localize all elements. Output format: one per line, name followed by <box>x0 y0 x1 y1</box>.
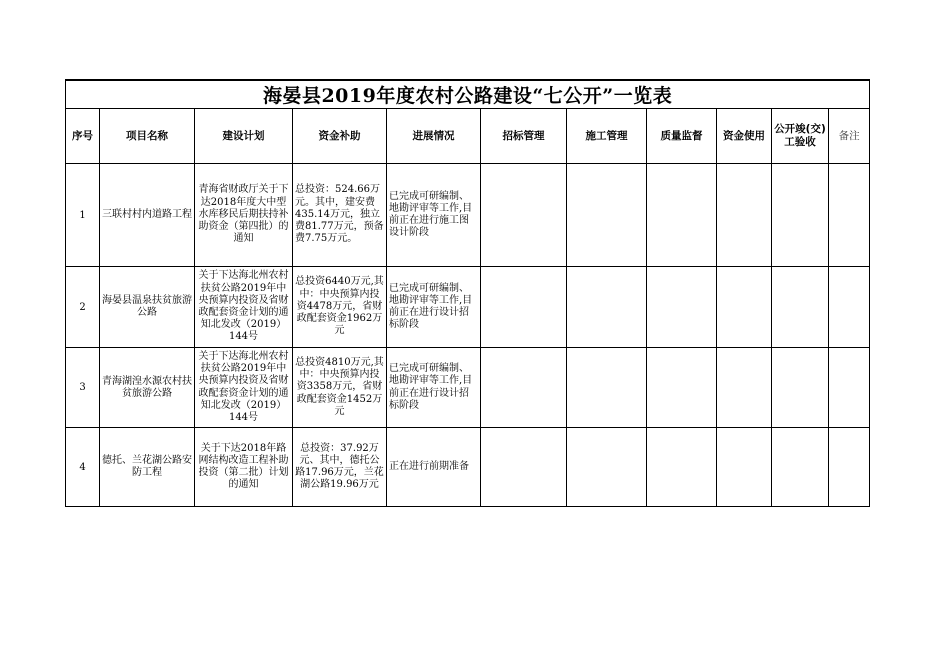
cell-bidding <box>481 267 567 348</box>
cell-bidding <box>481 348 567 428</box>
header-quality: 质量监督 <box>647 109 717 164</box>
title-row <box>66 80 870 109</box>
cell-funding: 总投资：37.92万元、其中，德托公路17.96万元，兰花湖公路19.96万元 <box>293 428 387 507</box>
table-row <box>66 164 870 267</box>
header-bidding: 招标管理 <box>481 109 567 164</box>
cell-remark <box>829 164 870 267</box>
cell-remark <box>829 348 870 428</box>
header-progress: 进展情况 <box>387 109 481 164</box>
cell-acceptance <box>772 428 829 507</box>
cell-fund-use <box>717 267 772 348</box>
header-row <box>66 109 870 164</box>
cell-funding: 总投资4810万元,其中：中央预算内投资3358万元，省财政配套资金1452万元 <box>293 348 387 428</box>
cell-fund-use <box>717 348 772 428</box>
cell-bidding <box>481 164 567 267</box>
header-acceptance: 公开竣(交)工验收 <box>772 109 829 164</box>
cell-construction <box>567 164 647 267</box>
cell-no: 2 <box>66 267 100 348</box>
cell-construction <box>567 267 647 348</box>
cell-plan: 关于下达海北州农村扶贫公路2019年中央预算内投资及省财政配套资金计划的通知北发改（2019）144号 <box>195 348 293 428</box>
cell-progress: 已完成可研编制、地勘评审等工作,目前正在进行施工图设计阶段 <box>387 164 481 267</box>
cell-no: 1 <box>66 164 100 267</box>
cell-name: 三联村村内道路工程 <box>100 164 195 267</box>
cell-construction <box>567 428 647 507</box>
cell-progress: 已完成可研编制、地勘评审等工作,目前正在进行设计招标阶段 <box>387 348 481 428</box>
cell-plan: 关于下达2018年路网结构改造工程补助投资（第二批）计划的通知 <box>195 428 293 507</box>
cell-fund-use <box>717 428 772 507</box>
cell-funding: 总投资：524.66万元。其中，建安费435.14万元，独立费81.77万元，预备费7.75万元。 <box>293 164 387 267</box>
cell-quality <box>647 164 717 267</box>
cell-construction <box>567 348 647 428</box>
cell-bidding <box>481 428 567 507</box>
cell-progress: 正在进行前期准备 <box>387 428 481 507</box>
cell-name: 海晏县温泉扶贫旅游公路 <box>100 267 195 348</box>
cell-progress: 已完成可研编制、地勘评审等工作,目前正在进行设计招标阶段 <box>387 267 481 348</box>
cell-remark <box>829 428 870 507</box>
cell-quality <box>647 348 717 428</box>
cell-no: 4 <box>66 428 100 507</box>
project-table <box>65 79 870 507</box>
header-plan: 建设计划 <box>195 109 293 164</box>
cell-acceptance <box>772 164 829 267</box>
cell-quality <box>647 267 717 348</box>
cell-acceptance <box>772 267 829 348</box>
table-row <box>66 348 870 428</box>
cell-quality <box>647 428 717 507</box>
header-name: 项目名称 <box>100 109 195 164</box>
cell-plan: 关于下达海北州农村扶贫公路2019年中央预算内投资及省财政配套资金计划的通知北发改（2019）144号 <box>195 267 293 348</box>
cell-name: 青海湖湟水源农村扶贫旅游公路 <box>100 348 195 428</box>
table-title: 海晏县2019年度农村公路建设“七公开”一览表 <box>66 80 870 109</box>
table-row <box>66 267 870 348</box>
header-funding: 资金补助 <box>293 109 387 164</box>
cell-fund-use <box>717 164 772 267</box>
cell-acceptance <box>772 348 829 428</box>
cell-name: 德托、兰花湖公路安防工程 <box>100 428 195 507</box>
cell-no: 3 <box>66 348 100 428</box>
header-construction: 施工管理 <box>567 109 647 164</box>
header-fund-use: 资金使用 <box>717 109 772 164</box>
header-no: 序号 <box>66 109 100 164</box>
cell-funding: 总投资6440万元,其中：中央预算内投资4478万元，省财政配套资金1962万元 <box>293 267 387 348</box>
cell-plan: 青海省财政厅关于下达2018年度大中型水库移民后期扶持补助资金（第四批）的通知 <box>195 164 293 267</box>
table-row <box>66 428 870 507</box>
header-remark: 备注 <box>829 109 870 164</box>
cell-remark <box>829 267 870 348</box>
